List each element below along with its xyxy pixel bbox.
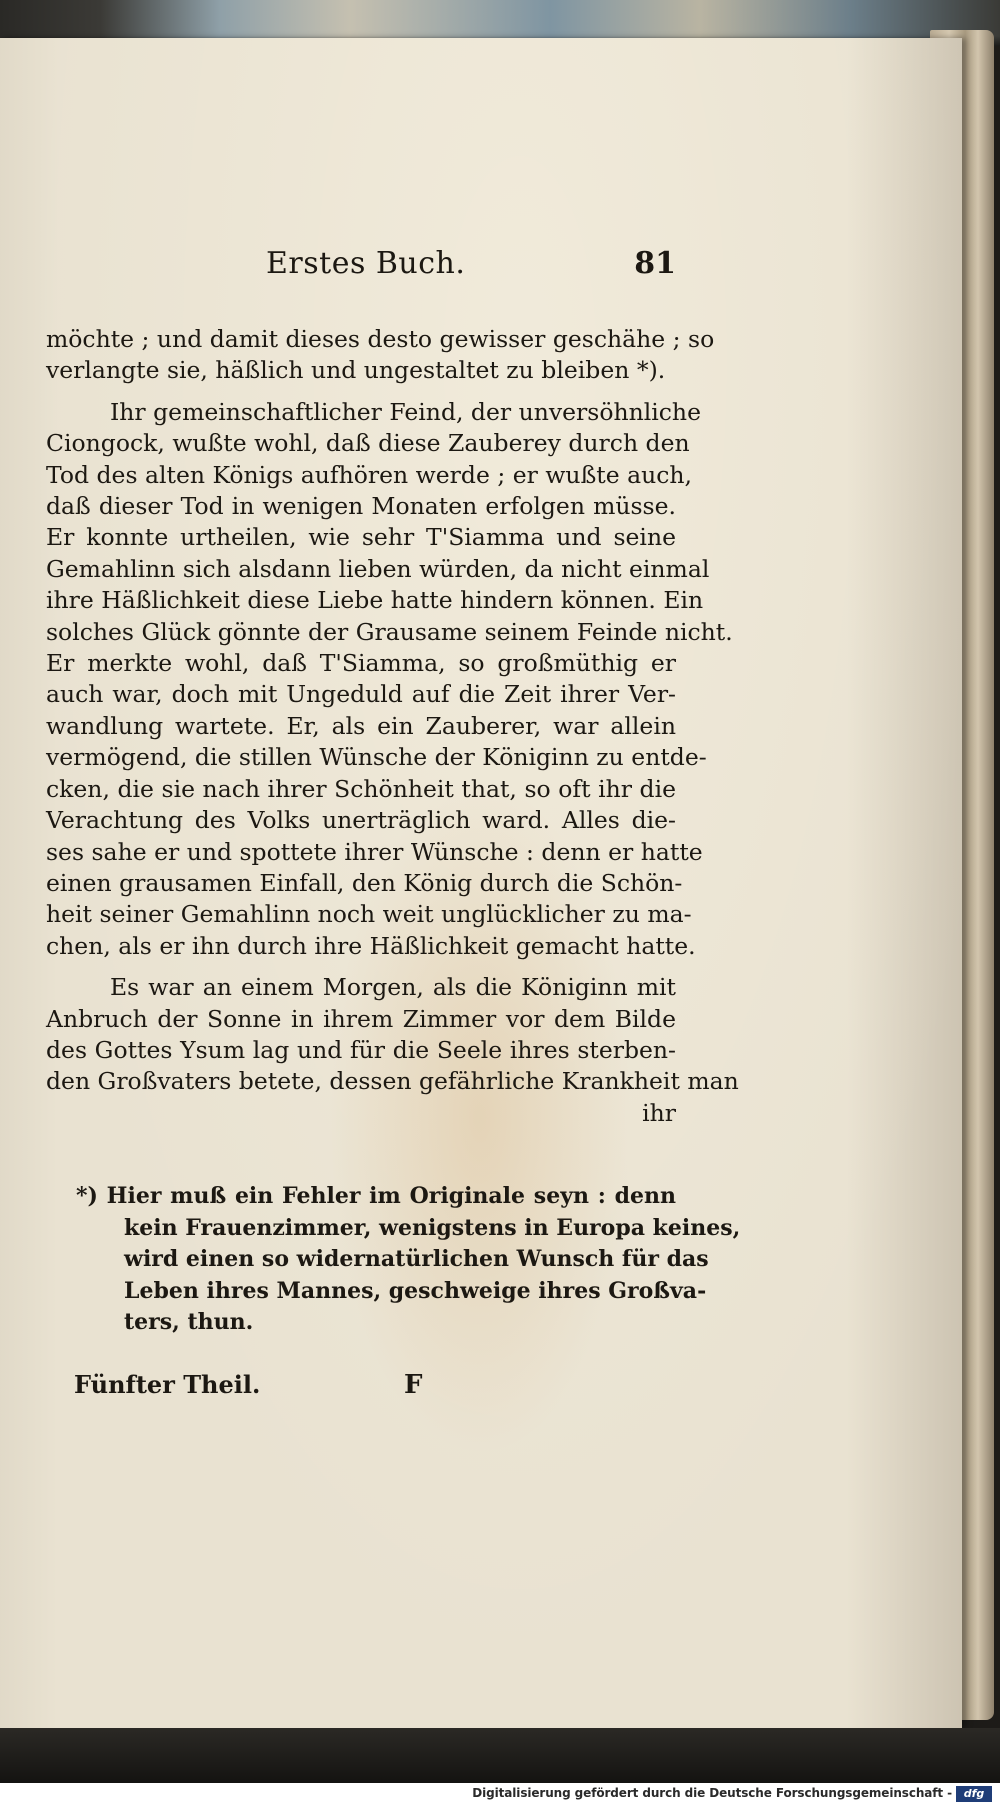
body-line: einen grausamen Einfall, den König durch die Schön- xyxy=(46,868,683,897)
footnote xyxy=(76,1181,741,1339)
signature-mark: F xyxy=(404,1370,423,1400)
footnote-line: kein Frauenzimmer, wenigstens in Europa keines, xyxy=(124,1214,741,1241)
body-line: Gemahlinn sich alsdann lieben würden, da nicht einmal xyxy=(46,554,710,583)
scanner-bottom-edge xyxy=(0,1728,1000,1783)
body-line: chen, als er ihn durch ihre Häßlichkeit gemacht hatte. xyxy=(46,931,696,960)
body-line: Er merkte wohl, daß T'Siamma, so großmüthig er xyxy=(46,649,676,678)
body-line: auch war, doch mit Ungeduld auf die Zeit ihrer Ver- xyxy=(46,680,676,709)
paragraph-gap xyxy=(46,962,676,972)
page-number: 81 xyxy=(634,246,676,281)
body-line: Anbruch der Sonne in ihrem Zimmer vor dem Bilde xyxy=(46,1004,676,1033)
body-line: Ihr gemeinschaftlicher Feind, der unversöhnliche xyxy=(110,397,701,426)
body-line: ihre Häßlichkeit diese Liebe hatte hindern können. Ein xyxy=(46,586,704,615)
paragraph-gap xyxy=(46,387,676,397)
body-line: cken, die sie nach ihrer Schönheit that, so oft ihr die xyxy=(46,774,676,803)
footnote-line: wird einen so widernatürlichen Wunsch für das xyxy=(124,1246,709,1272)
running-head-title: Erstes Buch. xyxy=(266,246,466,281)
body-line: vermögend, die stillen Wünsche der Königinn zu entde- xyxy=(46,743,707,772)
signature-text: Fünfter Theil. xyxy=(74,1370,261,1399)
footnote-line: ters, thun. xyxy=(124,1309,254,1335)
body-line: Ciongock, wußte wohl, daß diese Zauberey durch den xyxy=(46,429,690,458)
body-text xyxy=(46,324,739,1129)
body-line: daß dieser Tod in wenigen Monaten erfolgen müsse. xyxy=(46,492,676,521)
body-line: ihr xyxy=(642,1098,676,1127)
book-page xyxy=(0,38,962,1728)
dfg-logo: dfg xyxy=(956,1786,992,1802)
body-line: ses sahe er und spottete ihrer Wünsche : denn er hatte xyxy=(46,837,703,866)
body-line: des Gottes Ysum lag und für die Seele ihres sterben- xyxy=(46,1035,676,1064)
running-head xyxy=(46,246,676,286)
footnote-line: Leben ihres Mannes, geschweige ihres Großva- xyxy=(124,1277,707,1304)
digitization-credit: Digitalisierung gefördert durch die Deutsche Forschungsgemeinschaft - xyxy=(472,1786,952,1800)
body-line: wandlung wartete. Er, als ein Zauberer, war allein xyxy=(46,711,676,740)
body-line: den Großvaters betete, dessen gefährliche Krankheit man xyxy=(46,1067,739,1096)
body-line: Es war an einem Morgen, als die Königinn mit xyxy=(110,973,676,1002)
body-line: Er konnte urtheilen, wie sehr T'Siamma und seine xyxy=(46,523,676,552)
body-line: solches Glück gönnte der Grausame seinem Feinde nicht. xyxy=(46,617,733,646)
body-line: verlangte sie, häßlich und ungestaltet zu bleiben *). xyxy=(46,356,666,385)
body-line: Tod des alten Königs aufhören werde ; er wußte auch, xyxy=(46,460,692,489)
footnote-line: *) Hier muß ein Fehler im Originale seyn : denn xyxy=(76,1183,676,1209)
body-line: möchte ; und damit dieses desto gewisser geschähe ; so xyxy=(46,325,715,353)
signature-line xyxy=(74,1370,474,1404)
body-line: heit seiner Gemahlinn noch weit unglücklicher zu ma- xyxy=(46,900,692,929)
body-line: Verachtung des Volks unerträglich ward. Alles die- xyxy=(46,806,676,835)
